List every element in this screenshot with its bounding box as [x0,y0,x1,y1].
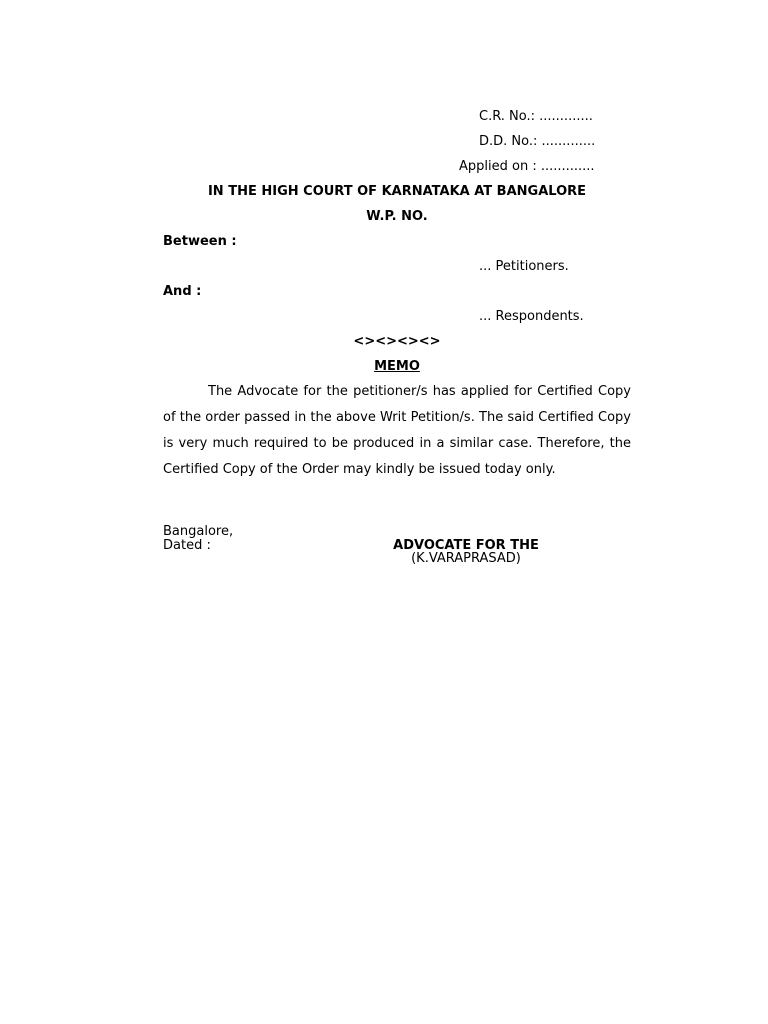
signatory-name: (K.VARAPRASAD) [411,551,521,566]
cr-number: C.R. No.: ............. [479,109,593,124]
signatory-title: ADVOCATE FOR THE [393,538,539,553]
court-title: IN THE HIGH COURT OF KARNATAKA AT BANGALORE [207,184,587,199]
and-label: And : [163,284,202,299]
petitioners-label: ... Petitioners. [479,259,569,274]
separator: <><><><> [353,334,441,349]
dated-label: Dated : [163,538,211,553]
between-label: Between : [163,234,237,249]
respondents-label: ... Respondents. [479,309,584,324]
wp-number: W.P. NO. [366,209,428,224]
memo-title: MEMO [374,359,420,374]
memo-body: The Advocate for the petitioner/s has applied for Certified Copy of the order passed in the above Writ Petition/s. The said Certified Copy is very much required to be produced in a similar case. Therefore, the Certified Copy of the Order may kindly be issued today only. [163,384,631,477]
place-label: Bangalore, [163,524,234,539]
dd-number: D.D. No.: ............. [479,134,596,149]
applied-on: Applied on : ............. [459,159,595,174]
